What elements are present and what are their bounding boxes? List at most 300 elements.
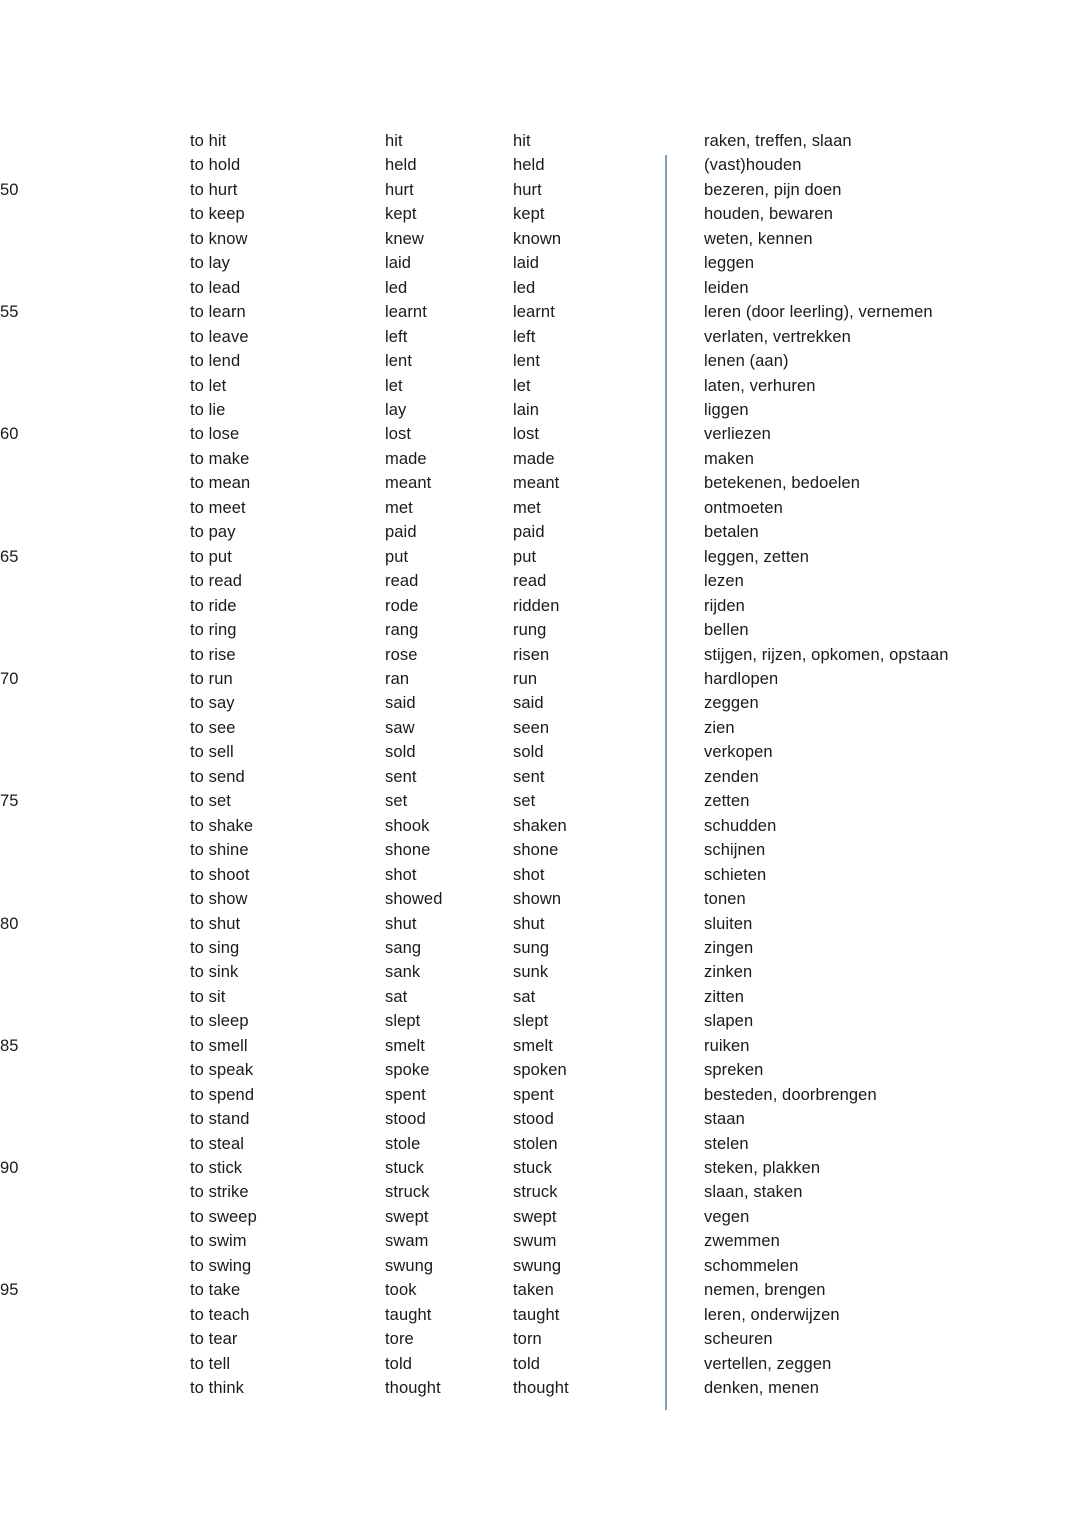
line-number-cell xyxy=(0,838,190,862)
past-participle-cell: swung xyxy=(513,1256,562,1275)
line-number-cell xyxy=(0,251,190,275)
infinitive-cell: to read xyxy=(190,572,243,591)
past-simple-cell: tore xyxy=(385,1330,414,1349)
line-number-cell xyxy=(0,202,190,226)
past-participle-cell: hurt xyxy=(513,180,542,199)
dutch-translation-cell: raken, treffen, slaan xyxy=(704,132,852,150)
past-participle-cell: read xyxy=(513,572,547,591)
past-simple-cell: smelt xyxy=(385,1036,425,1055)
table-row xyxy=(0,545,1080,569)
past-simple-cell: slept xyxy=(385,1012,421,1031)
line-number-cell xyxy=(0,471,190,495)
past-simple-cell: spoke xyxy=(385,1061,430,1080)
line-number-cell: 90 xyxy=(0,1159,19,1178)
past-simple-cell: thought xyxy=(385,1379,441,1398)
past-participle-cell: known xyxy=(513,229,562,248)
table-row xyxy=(0,691,1080,715)
infinitive-cell: to teach xyxy=(190,1305,250,1324)
dutch-translation-cell: hardlopen xyxy=(704,669,779,688)
infinitive-cell: to mean xyxy=(190,474,251,493)
dutch-translation-cell: vegen xyxy=(704,1207,750,1226)
past-simple-cell: kept xyxy=(385,205,417,224)
past-simple-cell: stood xyxy=(385,1110,426,1129)
infinitive-cell: to show xyxy=(190,890,248,909)
table-row xyxy=(0,129,1080,153)
past-participle-cell: rung xyxy=(513,621,547,640)
dutch-translation-cell: weten, kennen xyxy=(704,229,813,248)
infinitive-cell: to lay xyxy=(190,254,231,273)
past-participle-cell: spoken xyxy=(513,1061,567,1080)
infinitive-cell: to see xyxy=(190,718,236,737)
table-row xyxy=(0,1376,1080,1400)
infinitive-cell: to run xyxy=(190,669,233,688)
infinitive-cell: to spend xyxy=(190,1085,255,1104)
line-number-cell xyxy=(0,1352,190,1376)
past-participle-cell: slept xyxy=(513,1012,549,1031)
infinitive-cell: to smell xyxy=(190,1036,248,1055)
line-number-cell xyxy=(0,765,190,789)
line-number-cell xyxy=(0,520,190,544)
dutch-translation-cell: liggen xyxy=(704,400,749,419)
line-number-cell xyxy=(0,1254,190,1278)
infinitive-cell: to lend xyxy=(190,352,241,371)
past-participle-cell: set xyxy=(513,792,536,811)
table-row xyxy=(0,667,1080,691)
infinitive-cell: to sit xyxy=(190,987,226,1006)
past-simple-cell: paid xyxy=(385,523,417,542)
dutch-translation-cell: nemen, brengen xyxy=(704,1281,826,1300)
past-participle-cell: led xyxy=(513,278,536,297)
line-number-cell: 80 xyxy=(0,914,19,933)
table-row xyxy=(0,1156,1080,1180)
line-number-cell xyxy=(0,618,190,642)
dutch-translation-cell: leiden xyxy=(704,278,749,297)
infinitive-cell: to swing xyxy=(190,1256,252,1275)
line-number-cell xyxy=(0,276,190,300)
infinitive-cell: to know xyxy=(190,229,248,248)
infinitive-cell: to strike xyxy=(190,1183,249,1202)
past-simple-cell: taught xyxy=(385,1305,432,1324)
verb-table-body xyxy=(0,129,1080,1401)
past-simple-cell: stuck xyxy=(385,1159,425,1178)
past-participle-cell: seen xyxy=(513,718,550,737)
line-number-cell xyxy=(0,814,190,838)
past-simple-cell: left xyxy=(385,327,408,346)
line-number-cell xyxy=(0,1132,190,1156)
table-row xyxy=(0,1278,1080,1302)
infinitive-cell: to shut xyxy=(190,914,241,933)
line-number-cell xyxy=(0,594,190,618)
line-number-cell xyxy=(0,349,190,373)
past-participle-cell: smelt xyxy=(513,1036,553,1055)
table-row xyxy=(0,1327,1080,1351)
dutch-translation-cell: leren, onderwijzen xyxy=(704,1305,840,1324)
dutch-translation-cell: denken, menen xyxy=(704,1379,820,1398)
dutch-translation-cell: zetten xyxy=(704,792,750,811)
line-number-cell: 70 xyxy=(0,669,19,688)
dutch-translation-cell: leren (door leerling), vernemen xyxy=(704,303,933,322)
table-row xyxy=(0,887,1080,911)
dutch-translation-cell: schijnen xyxy=(704,841,766,860)
past-simple-cell: sent xyxy=(385,767,417,786)
past-participle-cell: paid xyxy=(513,523,545,542)
infinitive-cell: to steal xyxy=(190,1134,244,1153)
infinitive-cell: to lose xyxy=(190,425,240,444)
past-simple-cell: swept xyxy=(385,1207,429,1226)
infinitive-cell: to take xyxy=(190,1281,241,1300)
table-row xyxy=(0,716,1080,740)
table-row xyxy=(0,374,1080,398)
table-row xyxy=(0,398,1080,422)
line-number-cell xyxy=(0,1303,190,1327)
line-number-cell: 50 xyxy=(0,180,19,199)
dutch-translation-cell: steken, plakken xyxy=(704,1159,821,1178)
line-number-cell: 85 xyxy=(0,1036,19,1055)
infinitive-cell: to leave xyxy=(190,327,249,346)
past-participle-cell: sent xyxy=(513,767,545,786)
dutch-translation-cell: verlaten, vertrekken xyxy=(704,327,851,346)
past-simple-cell: shot xyxy=(385,865,417,884)
past-simple-cell: shook xyxy=(385,816,430,835)
past-participle-cell: run xyxy=(513,669,538,688)
infinitive-cell: to set xyxy=(190,792,231,811)
table-row xyxy=(0,1303,1080,1327)
past-participle-cell: held xyxy=(513,156,545,175)
dutch-translation-cell: besteden, doorbrengen xyxy=(704,1085,877,1104)
table-row xyxy=(0,178,1080,202)
past-simple-cell: met xyxy=(385,498,413,517)
table-row xyxy=(0,1254,1080,1278)
dutch-translation-cell: stelen xyxy=(704,1134,749,1153)
infinitive-cell: to tear xyxy=(190,1330,238,1349)
past-simple-cell: rose xyxy=(385,645,418,664)
line-number-cell xyxy=(0,1180,190,1204)
infinitive-cell: to sleep xyxy=(190,1012,249,1031)
dutch-translation-cell: houden, bewaren xyxy=(704,205,834,224)
table-row xyxy=(0,1132,1080,1156)
table-row xyxy=(0,153,1080,177)
table-row xyxy=(0,471,1080,495)
infinitive-cell: to hold xyxy=(190,156,241,175)
infinitive-cell: to shake xyxy=(190,816,254,835)
line-number-cell xyxy=(0,153,190,177)
table-row xyxy=(0,569,1080,593)
past-participle-cell: torn xyxy=(513,1330,542,1349)
dutch-translation-cell: zeggen xyxy=(704,694,759,713)
dutch-translation-cell: rijden xyxy=(704,596,745,615)
dutch-translation-cell: lenen (aan) xyxy=(704,352,789,371)
line-number-cell xyxy=(0,936,190,960)
table-row xyxy=(0,1107,1080,1131)
table-row xyxy=(0,1058,1080,1082)
past-simple-cell: sat xyxy=(385,987,408,1006)
line-number-cell xyxy=(0,496,190,520)
past-participle-cell: stuck xyxy=(513,1159,553,1178)
past-participle-cell: meant xyxy=(513,474,560,493)
past-simple-cell: swam xyxy=(385,1232,429,1251)
past-simple-cell: laid xyxy=(385,254,412,273)
past-simple-cell: knew xyxy=(385,229,424,248)
past-simple-cell: spent xyxy=(385,1085,426,1104)
past-participle-cell: lain xyxy=(513,400,540,419)
line-number-cell: 75 xyxy=(0,792,19,811)
past-participle-cell: shut xyxy=(513,914,545,933)
infinitive-cell: to hurt xyxy=(190,180,238,199)
table-row xyxy=(0,520,1080,544)
table-row xyxy=(0,912,1080,936)
past-participle-cell: taught xyxy=(513,1305,560,1324)
dutch-translation-cell: stijgen, rijzen, opkomen, opstaan xyxy=(704,645,949,664)
past-simple-cell: saw xyxy=(385,718,415,737)
line-number-cell xyxy=(0,1229,190,1253)
past-participle-cell: sung xyxy=(513,938,550,957)
past-simple-cell: hit xyxy=(385,132,403,150)
past-participle-cell: swept xyxy=(513,1207,557,1226)
line-number-cell xyxy=(0,1327,190,1351)
dutch-translation-cell: verliezen xyxy=(704,425,771,444)
table-row xyxy=(0,960,1080,984)
infinitive-cell: to sell xyxy=(190,743,234,762)
past-participle-cell: lent xyxy=(513,352,541,371)
dutch-translation-cell: bezeren, pijn doen xyxy=(704,180,842,199)
dutch-translation-cell: betalen xyxy=(704,523,759,542)
infinitive-cell: to sweep xyxy=(190,1207,257,1226)
past-participle-cell: spent xyxy=(513,1085,554,1104)
infinitive-cell: to tell xyxy=(190,1354,231,1373)
past-participle-cell: met xyxy=(513,498,541,517)
dutch-translation-cell: zwemmen xyxy=(704,1232,780,1251)
dutch-translation-cell: leggen, zetten xyxy=(704,547,810,566)
table-row xyxy=(0,349,1080,373)
line-number-cell xyxy=(0,716,190,740)
line-number-cell xyxy=(0,887,190,911)
table-row xyxy=(0,863,1080,887)
dutch-translation-cell: betekenen, bedoelen xyxy=(704,474,861,493)
past-participle-cell: shot xyxy=(513,865,545,884)
table-row xyxy=(0,618,1080,642)
past-simple-cell: rode xyxy=(385,596,419,615)
table-row xyxy=(0,496,1080,520)
past-participle-cell: said xyxy=(513,694,544,713)
dutch-translation-cell: scheuren xyxy=(704,1330,773,1349)
past-participle-cell: sat xyxy=(513,987,536,1006)
past-simple-cell: rang xyxy=(385,621,419,640)
dutch-translation-cell: spreken xyxy=(704,1061,764,1080)
dutch-translation-cell: lezen xyxy=(704,572,744,591)
past-simple-cell: lay xyxy=(385,400,407,419)
past-participle-cell: let xyxy=(513,376,531,395)
line-number-cell xyxy=(0,1009,190,1033)
past-participle-cell: risen xyxy=(513,645,550,664)
infinitive-cell: to hit xyxy=(190,132,227,150)
line-number-cell xyxy=(0,447,190,471)
past-simple-cell: stole xyxy=(385,1134,421,1153)
table-row xyxy=(0,1352,1080,1376)
dutch-translation-cell: staan xyxy=(704,1110,745,1129)
past-participle-cell: taken xyxy=(513,1281,554,1300)
infinitive-cell: to sink xyxy=(190,963,239,982)
table-row xyxy=(0,838,1080,862)
past-participle-cell: made xyxy=(513,449,555,468)
table-row xyxy=(0,740,1080,764)
table-row xyxy=(0,251,1080,275)
past-simple-cell: put xyxy=(385,547,409,566)
dutch-translation-cell: schudden xyxy=(704,816,777,835)
table-row xyxy=(0,276,1080,300)
table-row xyxy=(0,1205,1080,1229)
dutch-translation-cell: zingen xyxy=(704,938,754,957)
line-number-cell xyxy=(0,1205,190,1229)
past-participle-cell: stolen xyxy=(513,1134,558,1153)
line-number-cell xyxy=(0,398,190,422)
dutch-translation-cell: slaan, staken xyxy=(704,1183,803,1202)
past-participle-cell: ridden xyxy=(513,596,560,615)
dutch-translation-cell: leggen xyxy=(704,254,755,273)
line-number-cell: 95 xyxy=(0,1281,19,1300)
line-number-cell xyxy=(0,1058,190,1082)
table-row xyxy=(0,643,1080,667)
infinitive-cell: to lie xyxy=(190,400,226,419)
table-row xyxy=(0,594,1080,618)
infinitive-cell: to ring xyxy=(190,621,237,640)
past-participle-cell: struck xyxy=(513,1183,558,1202)
past-simple-cell: meant xyxy=(385,474,432,493)
past-simple-cell: swung xyxy=(385,1256,434,1275)
past-participle-cell: told xyxy=(513,1354,541,1373)
line-number-cell xyxy=(0,740,190,764)
past-participle-cell: thought xyxy=(513,1379,569,1398)
past-simple-cell: told xyxy=(385,1354,413,1373)
past-simple-cell: made xyxy=(385,449,427,468)
infinitive-cell: to shoot xyxy=(190,865,250,884)
line-number-cell xyxy=(0,569,190,593)
table-row xyxy=(0,1009,1080,1033)
infinitive-cell: to swim xyxy=(190,1232,247,1251)
infinitive-cell: to say xyxy=(190,694,235,713)
infinitive-cell: to speak xyxy=(190,1061,254,1080)
infinitive-cell: to ride xyxy=(190,596,237,615)
infinitive-cell: to make xyxy=(190,449,250,468)
line-number-cell: 55 xyxy=(0,303,19,322)
line-number-cell xyxy=(0,960,190,984)
line-number-cell xyxy=(0,1107,190,1131)
past-simple-cell: lost xyxy=(385,425,412,444)
dutch-translation-cell: verkopen xyxy=(704,743,773,762)
past-simple-cell: learnt xyxy=(385,303,427,322)
past-simple-cell: held xyxy=(385,156,417,175)
dutch-translation-cell: (vast)houden xyxy=(704,156,802,175)
table-row xyxy=(0,1229,1080,1253)
past-participle-cell: shone xyxy=(513,841,559,860)
table-row xyxy=(0,422,1080,446)
dutch-translation-cell: laten, verhuren xyxy=(704,376,816,395)
dutch-translation-cell: schommelen xyxy=(704,1256,799,1275)
table-row xyxy=(0,789,1080,813)
infinitive-cell: to put xyxy=(190,547,232,566)
infinitive-cell: to meet xyxy=(190,498,246,517)
dutch-translation-cell: sluiten xyxy=(704,914,753,933)
past-simple-cell: hurt xyxy=(385,180,414,199)
dutch-translation-cell: tonen xyxy=(704,890,746,909)
past-participle-cell: stood xyxy=(513,1110,554,1129)
past-simple-cell: took xyxy=(385,1281,417,1300)
past-participle-cell: hit xyxy=(513,132,531,150)
past-simple-cell: led xyxy=(385,278,408,297)
infinitive-cell: to pay xyxy=(190,523,236,542)
infinitive-cell: to sing xyxy=(190,938,240,957)
past-participle-cell: shaken xyxy=(513,816,567,835)
table-row xyxy=(0,985,1080,1009)
past-participle-cell: left xyxy=(513,327,536,346)
table-row xyxy=(0,936,1080,960)
table-row xyxy=(0,814,1080,838)
infinitive-cell: to rise xyxy=(190,645,236,664)
infinitive-cell: to shine xyxy=(190,841,249,860)
dutch-translation-cell: zinken xyxy=(704,963,753,982)
past-simple-cell: struck xyxy=(385,1183,430,1202)
dutch-translation-cell: vertellen, zeggen xyxy=(704,1354,832,1373)
past-participle-cell: laid xyxy=(513,254,540,273)
dutch-translation-cell: schieten xyxy=(704,865,767,884)
past-simple-cell: shone xyxy=(385,841,431,860)
line-number-cell xyxy=(0,643,190,667)
past-simple-cell: read xyxy=(385,572,419,591)
line-number-cell: 65 xyxy=(0,547,19,566)
infinitive-cell: to let xyxy=(190,376,227,395)
past-simple-cell: shut xyxy=(385,914,417,933)
table-row xyxy=(0,202,1080,226)
dutch-translation-cell: zenden xyxy=(704,767,759,786)
irregular-verbs-table xyxy=(0,129,1080,1401)
past-simple-cell: lent xyxy=(385,352,413,371)
past-simple-cell: said xyxy=(385,694,416,713)
dutch-translation-cell: ontmoeten xyxy=(704,498,783,517)
infinitive-cell: to think xyxy=(190,1379,244,1398)
table-row xyxy=(0,1083,1080,1107)
infinitive-cell: to keep xyxy=(190,205,245,224)
past-participle-cell: swum xyxy=(513,1232,557,1251)
past-simple-cell: sold xyxy=(385,743,416,762)
dutch-translation-cell: bellen xyxy=(704,621,749,640)
dutch-translation-cell: zitten xyxy=(704,987,745,1006)
table-row xyxy=(0,765,1080,789)
past-participle-cell: kept xyxy=(513,205,545,224)
past-participle-cell: lost xyxy=(513,425,540,444)
line-number-cell xyxy=(0,1083,190,1107)
table-row xyxy=(0,325,1080,349)
table-row xyxy=(0,1180,1080,1204)
line-number-cell xyxy=(0,691,190,715)
line-number-cell xyxy=(0,863,190,887)
line-number-cell: 60 xyxy=(0,425,19,444)
dutch-translation-cell: zien xyxy=(704,718,735,737)
line-number-cell xyxy=(0,227,190,251)
past-simple-cell: sank xyxy=(385,963,421,982)
infinitive-cell: to stand xyxy=(190,1110,250,1129)
infinitive-cell: to stick xyxy=(190,1159,243,1178)
table-row xyxy=(0,1034,1080,1058)
line-number-cell xyxy=(0,129,190,153)
past-simple-cell: showed xyxy=(385,890,443,909)
past-participle-cell: sold xyxy=(513,743,544,762)
past-participle-cell: shown xyxy=(513,890,562,909)
line-number-cell xyxy=(0,325,190,349)
past-simple-cell: ran xyxy=(385,669,410,688)
line-number-cell xyxy=(0,985,190,1009)
past-simple-cell: let xyxy=(385,376,403,395)
past-simple-cell: set xyxy=(385,792,408,811)
table-row xyxy=(0,227,1080,251)
